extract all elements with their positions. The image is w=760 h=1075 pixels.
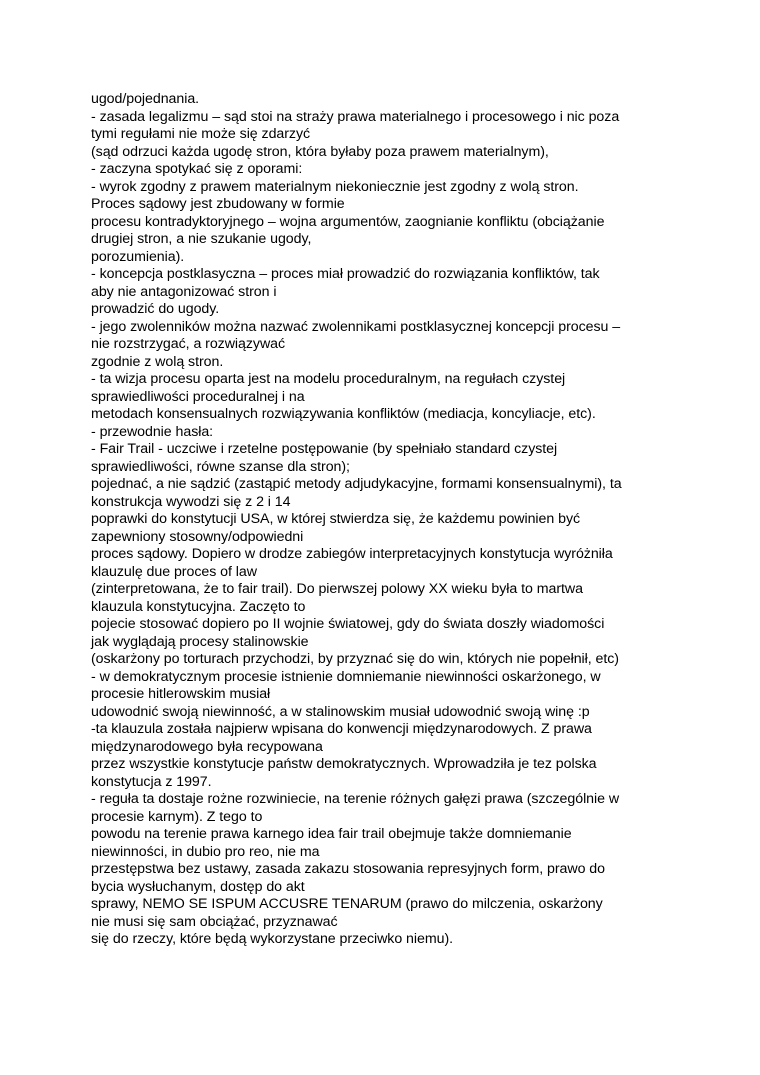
text-line: - przewodnie hasła:: [91, 423, 214, 440]
text-line: procesu kontradyktoryjnego – wojna argumentów, zaognianie konfliktu (obciążanie: [91, 213, 605, 230]
text-line: pojecie stosować dopiero po II wojnie światowej, gdy do świata doszły wiadomości: [91, 616, 605, 632]
text-line: - w demokratycznym procesie istnienie domniemanie niewinności oskarżonego, w: [91, 668, 601, 685]
text-line: drugiej stron, a nie szukanie ugody,: [91, 231, 312, 247]
text-line: procesie hitlerowskim musiał: [91, 686, 271, 702]
text-line: konstytucja z 1997.: [91, 773, 212, 790]
text-line: metodach konsensualnych rozwiązywania konfliktów (mediacja, koncyliacje, etc).: [91, 406, 596, 422]
text-line: bycia wysłuchanym, dostęp do akt: [91, 878, 305, 895]
text-line: nie rozstrzygać, a rozwiązywać: [91, 336, 286, 352]
text-line: sprawiedliwości, równe szanse dla stron);: [91, 458, 350, 475]
text-line: pojednać, a nie sądzić (zastąpić metody adjudykacyjne, formami konsensualnymi), ta: [91, 476, 622, 492]
text-line: proces sądowy. Dopiero w drodze zabiegów interpretacyjnych konstytucja wyróżniła: [91, 546, 613, 562]
text-line: się do rzeczy, które będą wykorzystane przeciwko niemu).: [91, 931, 454, 947]
text-line: niewinności, in dubio pro reo, nie ma: [91, 843, 320, 860]
text-line: udowodnić swoją niewinność, a w stalinowskim musiał udowodnić swoją winę :p: [91, 703, 590, 720]
text-line: - ta wizja procesu oparta jest na modelu proceduralnym, na regułach czystej: [91, 371, 566, 387]
text-line: ugod/pojednania.: [91, 91, 200, 107]
text-line: jak wyglądają procesy stalinowskie: [91, 633, 309, 650]
text-line: zgodnie z wolą stron.: [91, 353, 224, 370]
text-line: klauzulę due proces of law: [91, 563, 257, 580]
text-line: - koncepcja postklasyczna – proces miał prowadzić do rozwiązania konfliktów, tak: [91, 266, 600, 282]
text-line: (oskarżony po torturach przychodzi, by przyznać się do win, których nie popełnił, etc): [91, 651, 619, 667]
text-line: sprawiedliwości proceduralnej i na: [91, 388, 305, 405]
text-line: - zasada legalizmu – sąd stoi na straży prawa materialnego i procesowego i nic poza: [91, 108, 620, 125]
text-line: prowadzić do ugody.: [91, 301, 220, 317]
text-line: klauzula konstytucyjna. Zaczęto to: [91, 598, 306, 615]
text-line: poprawki do konstytucji USA, w której stwierdza się, że każdemu powinien być: [91, 511, 581, 527]
text-line: Proces sądowy jest zbudowany w formie: [91, 196, 345, 212]
text-line: (zinterpretowana, że to fair trail). Do pierwszej polowy XX wieku była to martwa: [91, 581, 583, 597]
text-line: - wyrok zgodny z prawem materialnym niekoniecznie jest zgodny z wolą stron.: [91, 178, 579, 195]
text-line: aby nie antagonizować stron i: [91, 283, 277, 300]
text-line: -ta klauzula została najpierw wpisana do konwencji międzynarodowych. Z prawa: [91, 721, 592, 737]
text-line: - jego zwolenników można nazwać zwolennikami postklasycznej koncepcji procesu –: [91, 318, 621, 335]
text-line: konstrukcja wywodzi się z 2 i 14: [91, 493, 291, 510]
text-line: tymi regułami nie może się zdarzyć: [91, 126, 311, 142]
text-line: - reguła ta dostaje rożne rozwiniecie, na terenie różnych gałęzi prawa (szczególnie w: [91, 791, 620, 807]
text-line: nie musi się sam obciążać, przyznawać: [91, 913, 338, 930]
text-line: przestępstwa bez ustawy, zasada zakazu stosowania represyjnych form, prawo do: [91, 861, 605, 877]
text-line: powodu na terenie prawa karnego idea fair trail obejmuje także domniemanie: [91, 826, 572, 842]
text-line: - Fair Trail - uczciwe i rzetelne postępowanie (by spełniało standard czystej: [91, 441, 558, 457]
text-line: porozumienia).: [91, 248, 185, 265]
text-line: sprawy, NEMO SE ISPUM ACCUSRE TENARUM (prawo do milczenia, oskarżony: [91, 896, 603, 912]
text-line: - zaczyna spotykać się z oporami:: [91, 161, 303, 177]
text-line: procesie karnym). Z tego to: [91, 808, 263, 825]
text-line: międzynarodowego była recypowana: [91, 738, 323, 755]
text-line: przez wszystkie konstytucje państw demokratycznych. Wprowadziła je tez polska: [91, 756, 597, 772]
document-text: [91, 91, 681, 949]
text-line: zapewniony stosowny/odpowiedni: [91, 528, 304, 545]
text-line: (sąd odrzuci każda ugodę stron, która byłaby poza prawem materialnym),: [91, 143, 549, 160]
